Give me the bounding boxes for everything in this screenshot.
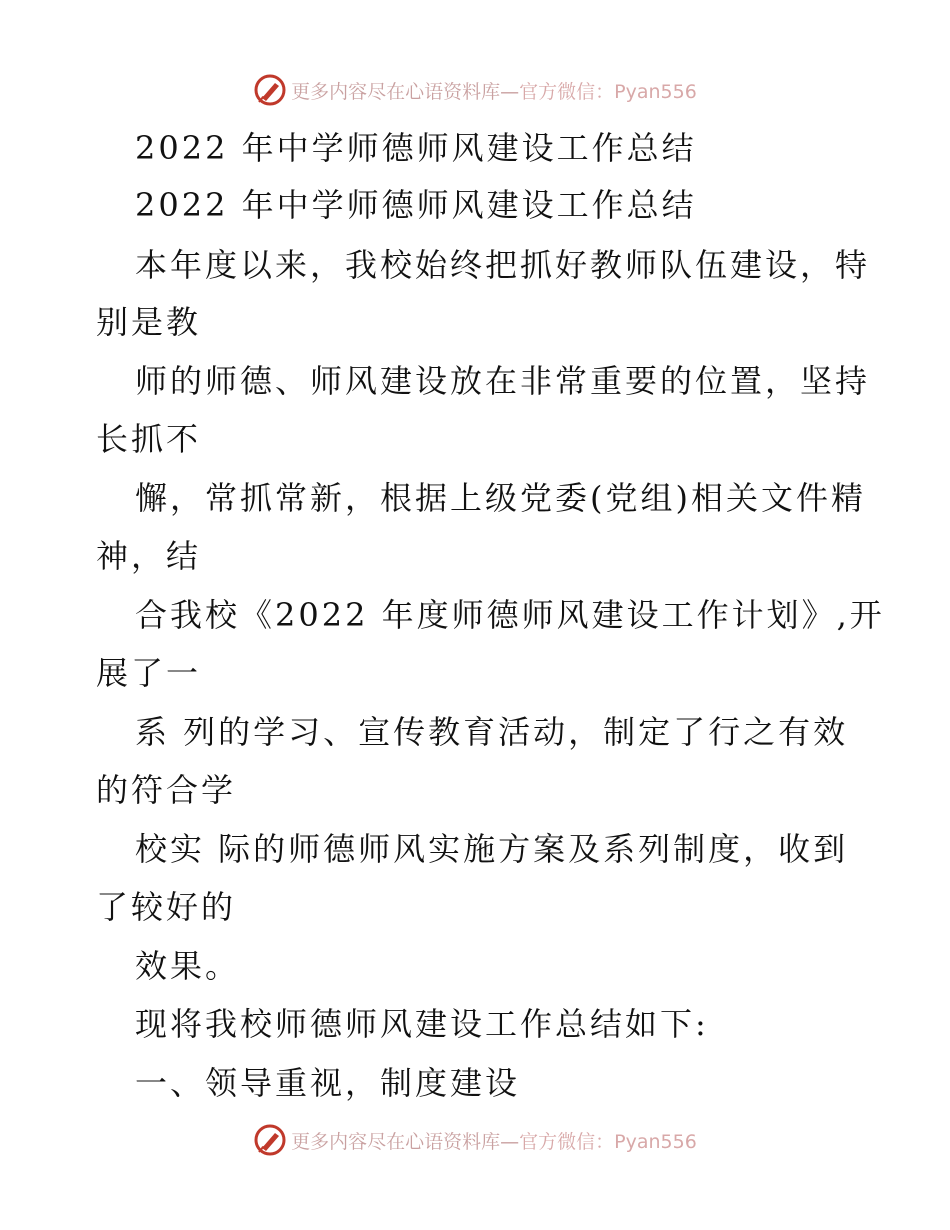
title-line: 2022 年中学师德师风建设工作总结 <box>135 129 697 167</box>
header-watermark <box>0 70 950 110</box>
footer-watermark <box>0 1120 950 1160</box>
paragraph-line: 神，结 <box>96 537 202 575</box>
paragraph-line: 别是教 <box>96 303 202 341</box>
paragraph-line: 效果。 <box>135 947 241 985</box>
paragraph-line: 展了一 <box>96 654 202 692</box>
paragraph-line: 长抓不 <box>96 420 202 458</box>
paragraph-line: 现将我校师德师风建设工作总结如下: <box>135 1005 709 1043</box>
watermark-text: 更多内容尽在心语资料库—官方微信：Pyan556 <box>291 1130 697 1153</box>
paragraph-line: 的符合学 <box>96 771 237 809</box>
title-line: 2022 年中学师德师风建设工作总结 <box>135 186 697 224</box>
watermark-text: 更多内容尽在心语资料库—官方微信：Pyan556 <box>291 80 697 103</box>
paragraph-line: 师的师德、师风建设放在非常重要的位置，坚持 <box>135 362 871 400</box>
pen-logo-icon <box>253 73 287 107</box>
paragraph-line: 校实 际的师德师风实施方案及系列制度，收到 <box>135 830 849 868</box>
paragraph-line: 合我校《2022 年度师德师风建设工作计划》,开 <box>135 596 885 634</box>
paragraph-line: 本年度以来，我校始终把抓好教师队伍建设，特 <box>135 246 871 284</box>
section-heading: 一、领导重视，制度建设 <box>135 1064 521 1102</box>
paragraph-line: 系 列的学习、宣传教育活动，制定了行之有效 <box>135 713 849 751</box>
paragraph-line: 懈，常抓常新，根据上级党委(党组)相关文件精 <box>135 479 866 517</box>
pen-logo-icon <box>253 1123 287 1157</box>
paragraph-line: 了较好的 <box>96 888 237 926</box>
